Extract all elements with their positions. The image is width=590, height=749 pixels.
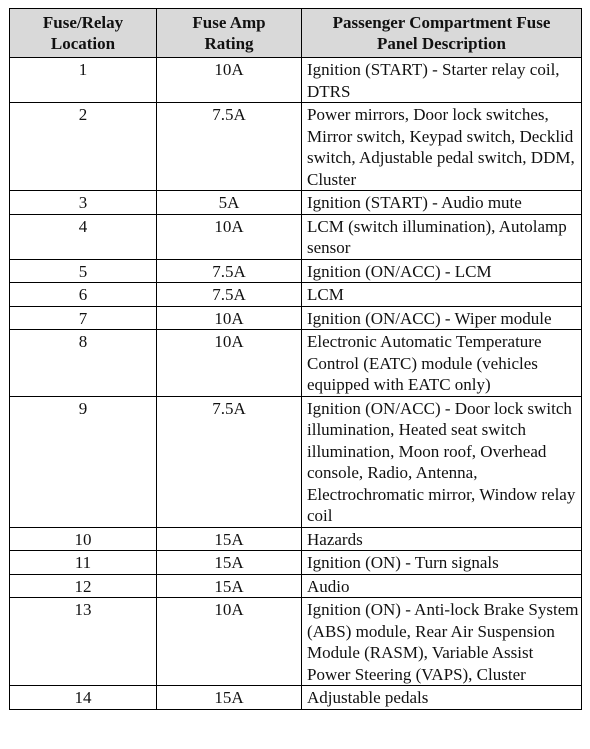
fuse-amp-cell: 10A (157, 214, 302, 259)
table-row (10, 330, 582, 397)
fuse-description-cell: Hazards (302, 527, 582, 551)
fuse-amp-cell: 15A (157, 527, 302, 551)
fuse-location-cell: 7 (10, 306, 157, 330)
fuse-panel-table (9, 8, 582, 710)
table-row (10, 259, 582, 283)
table-row (10, 58, 582, 103)
fuse-description-cell: Ignition (START) - Audio mute (302, 191, 582, 215)
fuse-description-cell: Adjustable pedals (302, 686, 582, 710)
fuse-table-container (9, 8, 582, 710)
table-row (10, 103, 582, 191)
fuse-amp-cell: 7.5A (157, 103, 302, 191)
fuse-description-cell: Ignition (ON/ACC) - Door lock switch illumination, Heated seat switch illumination, Moon roof, Overhead console, Radio, Antenna, Electrochromatic mirror, Window relay coil (302, 396, 582, 527)
fuse-location-cell: 13 (10, 598, 157, 686)
fuse-amp-cell: 15A (157, 551, 302, 575)
header-location (10, 9, 157, 58)
fuse-amp-cell: 7.5A (157, 259, 302, 283)
fuse-description-cell: Audio (302, 574, 582, 598)
table-row (10, 214, 582, 259)
table-header-row (10, 9, 582, 58)
fuse-description-cell: LCM (switch illumination), Autolamp sensor (302, 214, 582, 259)
fuse-location-cell: 5 (10, 259, 157, 283)
fuse-description-cell: Ignition (ON) - Turn signals (302, 551, 582, 575)
fuse-location-cell: 11 (10, 551, 157, 575)
fuse-description-cell: Electronic Automatic Temperature Control (EATC) module (vehicles equipped with EATC only) (302, 330, 582, 397)
fuse-description-cell: Ignition (ON/ACC) - LCM (302, 259, 582, 283)
header-amp-line1: Fuse Amp (192, 13, 266, 32)
table-row (10, 527, 582, 551)
table-row (10, 283, 582, 307)
header-desc-line1: Passenger Compartment Fuse (332, 13, 551, 32)
fuse-location-cell: 4 (10, 214, 157, 259)
fuse-location-cell: 12 (10, 574, 157, 598)
table-body (10, 58, 582, 710)
header-amp-rating (157, 9, 302, 58)
fuse-location-cell: 3 (10, 191, 157, 215)
fuse-amp-cell: 10A (157, 306, 302, 330)
fuse-amp-cell: 15A (157, 574, 302, 598)
fuse-amp-cell: 7.5A (157, 283, 302, 307)
fuse-location-cell: 1 (10, 58, 157, 103)
table-row (10, 551, 582, 575)
table-row (10, 191, 582, 215)
fuse-description-cell: LCM (302, 283, 582, 307)
header-location-line2: Location (50, 34, 116, 53)
fuse-amp-cell: 10A (157, 330, 302, 397)
header-description (302, 9, 582, 58)
header-amp-line2: Rating (204, 34, 254, 53)
fuse-location-cell: 6 (10, 283, 157, 307)
fuse-description-cell: Power mirrors, Door lock switches, Mirror switch, Keypad switch, Decklid switch, Adjustable pedal switch, DDM, Cluster (302, 103, 582, 191)
fuse-description-cell: Ignition (START) - Starter relay coil, DTRS (302, 58, 582, 103)
fuse-amp-cell: 15A (157, 686, 302, 710)
fuse-amp-cell: 10A (157, 598, 302, 686)
table-row (10, 574, 582, 598)
table-row (10, 396, 582, 527)
fuse-amp-cell: 5A (157, 191, 302, 215)
table-row (10, 598, 582, 686)
fuse-location-cell: 9 (10, 396, 157, 527)
header-desc-line2: Panel Description (377, 34, 506, 53)
table-row (10, 306, 582, 330)
fuse-location-cell: 8 (10, 330, 157, 397)
table-row (10, 686, 582, 710)
fuse-description-cell: Ignition (ON) - Anti-lock Brake System (ABS) module, Rear Air Suspension Module (RASM), Variable Assist Power Steering (VAPS), Cluster (302, 598, 582, 686)
fuse-location-cell: 10 (10, 527, 157, 551)
fuse-description-cell: Ignition (ON/ACC) - Wiper module (302, 306, 582, 330)
fuse-amp-cell: 7.5A (157, 396, 302, 527)
fuse-amp-cell: 10A (157, 58, 302, 103)
header-location-line1: Fuse/Relay (42, 13, 124, 32)
fuse-location-cell: 2 (10, 103, 157, 191)
fuse-location-cell: 14 (10, 686, 157, 710)
